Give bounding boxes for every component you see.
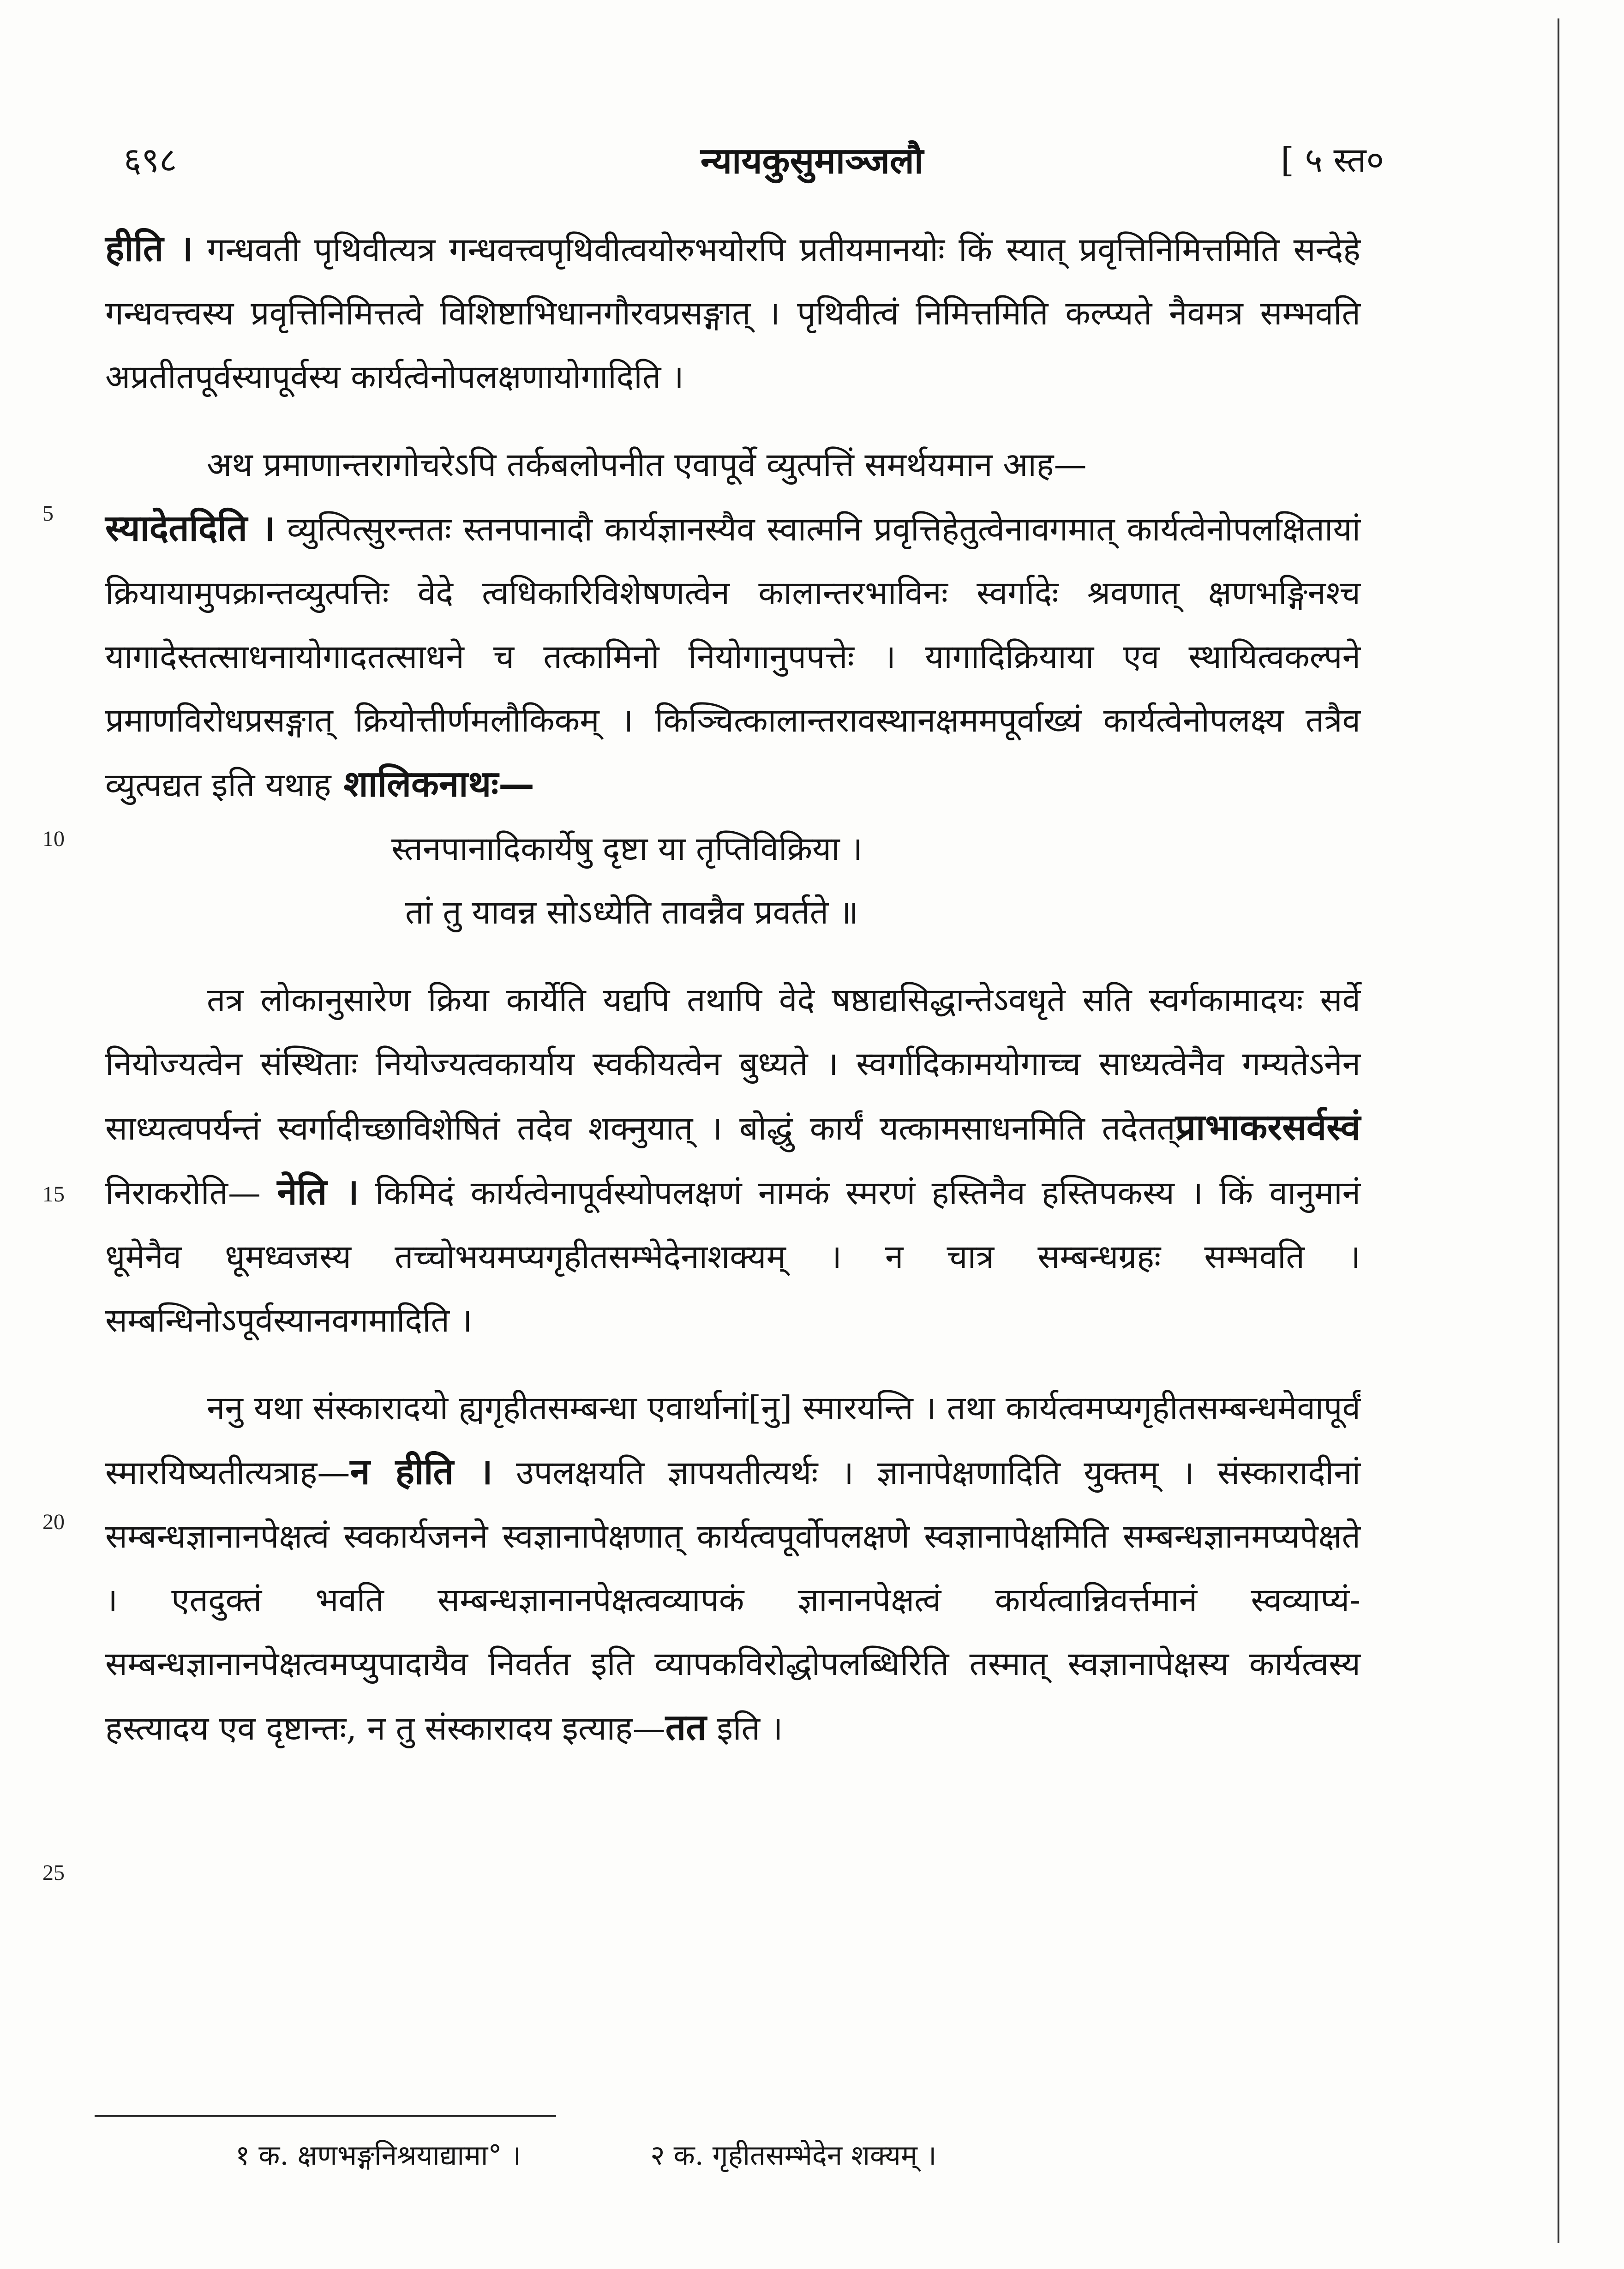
verse-line-1: स्तनपानादिकार्येषु दृष्टा या तृप्तिविक्रिया । — [391, 829, 863, 868]
running-title: न्यायकुसुमाञ्जलौ — [700, 140, 924, 182]
footnote-1: १ क. क्षणभङ्गनिश्रयाद्यामा° । — [235, 2139, 521, 2172]
lemma-tata: तत — [665, 1706, 707, 1748]
footnotes — [235, 2139, 965, 2172]
lemma-syadetad: स्यादेतदिति । — [105, 507, 276, 549]
lemma-hiti: हीति । — [105, 228, 193, 270]
paragraph-2 — [105, 497, 1360, 817]
footnote-2: २ क. गृहीतसम्भेदेन शक्यम् । — [650, 2139, 937, 2172]
paragraph-3-text-2: निराकरोति— — [105, 1174, 261, 1212]
line-number-20: 20 — [42, 1510, 65, 1534]
paragraph-2-text: व्युत्पित्सुरन्ततः स्तनपानादौ कार्यज्ञानस्यैव स्वात्मनि प्रवृत्तिहेतुत्वेनावगमात् कार्यत्वेनोपलक्षितायां क्रियायामुपक्रान्तव्युत्पत्तिः वेदे त्वधिकारिविशेषणत्वेन कालान्तरभाविनः स्वर्गादेः श्रवणात् क्षणभङ्गिनश्च यागादेस्तत्साधनायोगादतत्साधने च तत्कामिनो नियोगानुपपत्तेः । यागादिक्रियाया एव स्थायित्वकल्पने प्रमाणविरोधप्रसङ्गात् क्रियोत्तीर्णमलौकिकम् । किञ्चित्कालान्तरावस्थानक्षममपूर्वाख्यं कार्यत्वेनोपलक्ष्य तत्रैव व्युत्पद्यत इति यथाह — [105, 510, 1360, 804]
line-number-25: 25 — [42, 1861, 65, 1885]
line-number-5: 5 — [42, 501, 54, 526]
paragraph-3-text: तत्र लोकानुसारेण क्रिया कार्येति यद्यपि तथापि वेदे षष्ठाद्यसिद्धान्तेऽवधृते सति स्वर्गकामादयः सर्वे नियोज्यत्वेन संस्थिताः नियोज्यत्वकार्याय स्वकीयत्वेन बुध्यते । स्वर्गादिकामयोगाच्च साध्यत्वेनैव गम्यतेऽनेन साध्यत्वपर्यन्तं स्वर्गादीच्छाविशेषितं तदेव शक्नुयात् । बोद्धुं कार्यं यत्कामसाधनमिति तदेतत् — [105, 981, 1360, 1147]
verse-line-2: तां तु यावन्न सोऽध्येति तावन्नैव प्रवर्तते ॥ — [405, 893, 859, 931]
footnote-rule — [95, 2115, 556, 2117]
paragraph-3-text-3: किमिदं कार्यत्वेनापूर्वस्योपलक्षणं नामकं स्मरणं हस्तिनैव हस्तिपकस्य । किं वानुमानं धूमेनैव धूमध्वजस्य तच्चोभयमप्यगृहीतसम्भेदेनाशक्यम् । न चात्र सम्बन्धग्रहः सम्भवति । सम्बन्धिनोऽपूर्वस्यानवगमादिति । — [105, 1174, 1360, 1339]
main-text — [105, 217, 1360, 1760]
section-marker: [ ५ स्त० — [1281, 140, 1384, 180]
paragraph-4-text-2: उपलक्षयति ज्ञापयतीत्यर्थः । ज्ञानापेक्षणादिति युक्तम् । संस्कारादीनां सम्बन्धज्ञानानपेक्षत्वं स्वकार्यजनने स्वज्ञानापेक्षणात् कार्यत्वपूर्वोपलक्षणे स्वज्ञानापेक्षमिति सम्बन्धज्ञानमप्यपेक्षते । एतदुक्तं भवति सम्बन्धज्ञानानपेक्षत्वव्यापकं ज्ञानानपेक्षत्वं कार्यत्वान्निवर्त्तमानं स्वव्याप्यं-सम्बन्धज्ञानानपेक्षत्वमप्युपादायैव निवर्तत इति व्यापकविरोद्धोपलब्धिरिति तस्मात् स्वज्ञानापेक्षस्य कार्यत्वस्य हस्त्यादय एव दृष्टान्तः, न तु संस्कारादय इत्याह— — [105, 1453, 1361, 1747]
lemma-na-hiti: न हीति । — [350, 1451, 493, 1493]
paragraph-4-tail: इति । — [706, 1709, 783, 1747]
paragraph-4 — [105, 1376, 1360, 1760]
paragraph-4-text: ननु यथा संस्कारादयो ह्यगृहीतसम्बन्धा एवार्थानां[नु] स्मारयन्ति । तथा कार्यत्वमप्यगृहीतसम्बन्धमेवापूर्वं स्मारयिष्यतीत्यत्राह— — [105, 1389, 1360, 1492]
author-shalikanatha: शालिकनाथः— — [331, 763, 535, 805]
paragraph-3 — [105, 968, 1360, 1352]
prabhakara-sarvasva: प्राभाकरसर्वस्वं — [1175, 1106, 1360, 1148]
paragraph-1 — [105, 217, 1360, 409]
page-number: ६९८ — [124, 140, 177, 180]
line-number-15: 15 — [42, 1182, 65, 1207]
margin-edge-line — [1558, 18, 1559, 2243]
line-number-10: 10 — [42, 827, 65, 851]
lemma-neti: नेति । — [277, 1171, 359, 1213]
paragraph-2-intro: अथ प्रमाणान्तरागोचरेऽपि तर्कबलोपनीत एवापूर्वे व्युत्पत्तिं समर्थयमान आह— — [207, 445, 1087, 484]
paragraph-1-text: गन्धवती पृथिवीत्यत्र गन्धवत्त्वपृथिवीत्वयोरुभयोरपि प्रतीयमानयोः किं स्यात् प्रवृत्तिनिमित्तमिति सन्देहे गन्धवत्त्वस्य प्रवृत्तिनिमित्तत्वे विशिष्टाभिधानगौरवप्रसङ्गात् । पृथिवीत्वं निमित्तमिति कल्प्यते नैवमत्र सम्भवति अप्रतीतपूर्वस्यापूर्वस्य कार्यत्वेनोपलक्षणायोगादिति । — [105, 230, 1360, 396]
